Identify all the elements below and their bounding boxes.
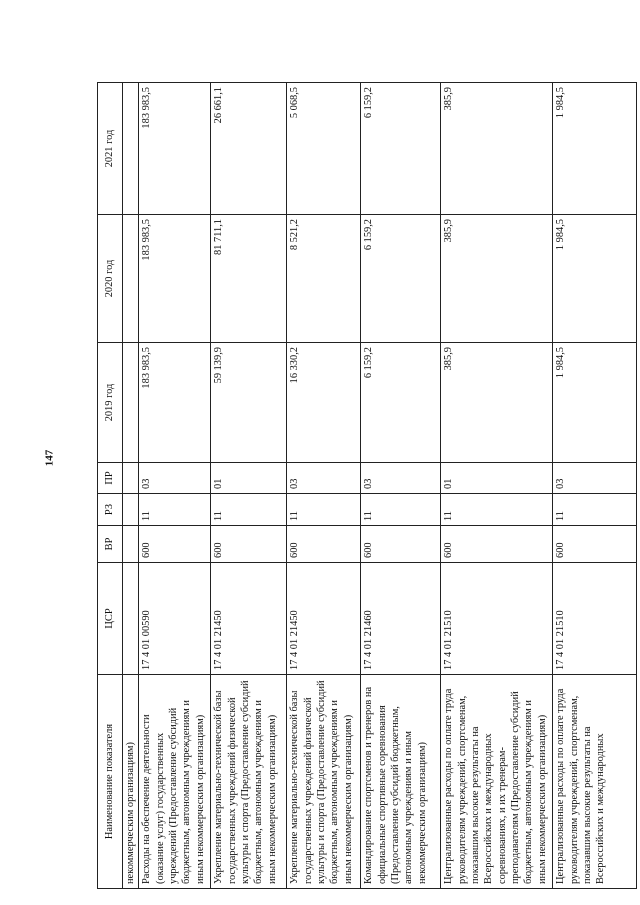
rotated-budget-table-sheet — [97, 83, 637, 889]
row-name: Командирование спортсменов и тренеров на официальные спортивные соревнования (Предоставление субсидий бюджетным, автономным учреждениям и иным некоммерческим организациям) — [361, 675, 441, 889]
row-2021: 26 661,1 — [211, 83, 287, 215]
row-vr: 600 — [139, 526, 211, 563]
empty-cell — [123, 494, 139, 526]
row-vr: 600 — [287, 526, 361, 563]
row-2021: 5 068,5 — [287, 83, 361, 215]
header-pr: ПР — [98, 463, 123, 494]
row-2019: 385,9 — [441, 343, 553, 463]
row-2019: 59 139,9 — [211, 343, 287, 463]
row-2019: 1 984,5 — [553, 343, 637, 463]
row-2019: 16 330,2 — [287, 343, 361, 463]
row-name: Централизованные расходы по оплате труда руководителям учреждений, спортсменам, показавшим высокие результаты на Всероссийских и международных — [553, 675, 637, 889]
row-csr: 17 4 01 21510 — [441, 563, 553, 675]
empty-cell — [123, 215, 139, 343]
row-csr: 17 4 01 21450 — [211, 563, 287, 675]
row-csr: 17 4 01 21510 — [553, 563, 637, 675]
row-rz: 11 — [287, 494, 361, 526]
row-vr: 600 — [361, 526, 441, 563]
table-row — [287, 83, 361, 889]
row-2019: 6 159,2 — [361, 343, 441, 463]
row-2021: 6 159,2 — [361, 83, 441, 215]
row-csr: 17 4 01 00590 — [139, 563, 211, 675]
table-row — [361, 83, 441, 889]
budget-table — [97, 82, 637, 889]
row-name: Расходы на обеспечение деятельности (оказание услуг) государственных учреждений (Предоставление субсидий бюджетным, автономным учреждениям и иным некоммерческим организациям) — [139, 675, 211, 889]
table-header-row — [98, 83, 123, 889]
table-row-continued — [123, 83, 139, 889]
row-2021: 183 983,5 — [139, 83, 211, 215]
header-vr: ВР — [98, 526, 123, 563]
row-rz: 11 — [361, 494, 441, 526]
row-2020: 1 984,5 — [553, 215, 637, 343]
empty-cell — [123, 463, 139, 494]
empty-cell — [123, 83, 139, 215]
row-name: Укрепление материально-технической базы государственных учреждений физической культуры и спорта (Предоставление субсидий бюджетным, автономным учреждениям и иным некоммерческим организациям) — [211, 675, 287, 889]
row-pr: 03 — [139, 463, 211, 494]
header-2020: 2020 год — [98, 215, 123, 343]
row-2020: 81 711,1 — [211, 215, 287, 343]
empty-cell — [123, 526, 139, 563]
empty-cell — [123, 563, 139, 675]
header-2019: 2019 год — [98, 343, 123, 463]
header-rz: РЗ — [98, 494, 123, 526]
row-rz: 11 — [441, 494, 553, 526]
row-name: Укрепление материально-технической базы государственных учреждений физической культуры и спорта (Предоставление субсидий бюджетным, автономным учреждениям и иным некоммерческим организациям) — [287, 675, 361, 889]
row-2020: 8 521,2 — [287, 215, 361, 343]
row-2020: 385,9 — [441, 215, 553, 343]
continued-name: некоммерческим организациям) — [123, 675, 139, 889]
row-name: Централизованные расходы по оплате труда руководителям учреждений, спортсменам, показавшим высокие результаты на Всероссийских и международных соревнованиях, и их тренерам-преподавателям (Предоставление субсидий бюджетным, автономным учреждениям и иным некоммерческим организациям) — [441, 675, 553, 889]
row-pr: 01 — [211, 463, 287, 494]
row-csr: 17 4 01 21460 — [361, 563, 441, 675]
row-vr: 600 — [553, 526, 637, 563]
table-row — [211, 83, 287, 889]
row-pr: 01 — [441, 463, 553, 494]
row-pr: 03 — [553, 463, 637, 494]
table-row — [553, 83, 637, 889]
row-vr: 600 — [211, 526, 287, 563]
empty-cell — [123, 343, 139, 463]
row-pr: 03 — [287, 463, 361, 494]
header-name: Наименование показателя — [98, 675, 123, 889]
page-number: 147 — [43, 449, 56, 467]
table-row — [441, 83, 553, 889]
row-2021: 385,9 — [441, 83, 553, 215]
header-2021: 2021 год — [98, 83, 123, 215]
row-pr: 03 — [361, 463, 441, 494]
row-2020: 6 159,2 — [361, 215, 441, 343]
row-rz: 11 — [553, 494, 637, 526]
row-2019: 183 983,5 — [139, 343, 211, 463]
table-row — [139, 83, 211, 889]
row-rz: 11 — [211, 494, 287, 526]
row-2021: 1 984,5 — [553, 83, 637, 215]
row-2020: 183 983,5 — [139, 215, 211, 343]
row-csr: 17 4 01 21450 — [287, 563, 361, 675]
row-vr: 600 — [441, 526, 553, 563]
row-rz: 11 — [139, 494, 211, 526]
header-csr: ЦСР — [98, 563, 123, 675]
